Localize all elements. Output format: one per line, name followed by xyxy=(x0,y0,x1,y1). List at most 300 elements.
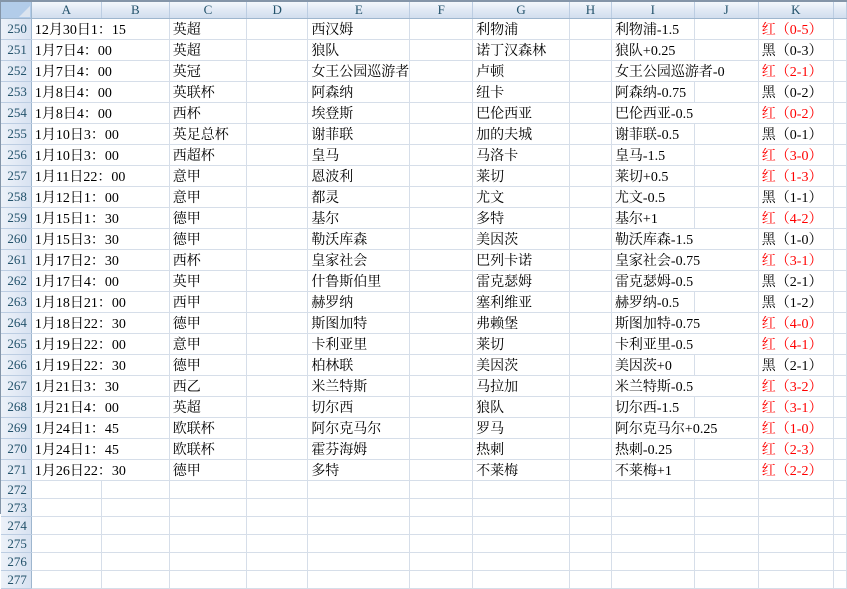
cell-empty[interactable] xyxy=(247,208,308,229)
cell-away-team[interactable]: 美因茨 xyxy=(473,229,570,250)
cell-empty[interactable] xyxy=(410,418,473,439)
cell-empty[interactable] xyxy=(169,499,246,517)
cell-league[interactable]: 意甲 xyxy=(169,334,246,355)
column-header-K[interactable]: K xyxy=(758,2,833,19)
cell-empty[interactable] xyxy=(410,40,473,61)
cell-empty[interactable] xyxy=(833,124,846,145)
cell-handicap[interactable]: 赫罗纳-0.5 xyxy=(611,292,694,313)
cell-away-team[interactable]: 莱切 xyxy=(473,166,570,187)
cell-empty[interactable] xyxy=(569,517,611,535)
cell-empty[interactable] xyxy=(247,439,308,460)
cell-handicap[interactable]: 皇马-1.5 xyxy=(611,145,694,166)
cell-empty[interactable] xyxy=(833,145,846,166)
cell-empty[interactable] xyxy=(247,124,308,145)
cell-handicap[interactable]: 斯图加特-0.75 xyxy=(611,313,758,334)
cell-empty[interactable] xyxy=(569,250,611,271)
cell-empty[interactable] xyxy=(569,460,611,481)
cell-date[interactable]: 1月7日4：00 xyxy=(31,61,169,82)
cell-result[interactable]: 红（2-1） xyxy=(758,61,833,82)
cell-empty[interactable] xyxy=(569,499,611,517)
cell-handicap[interactable]: 美因茨+0 xyxy=(611,355,694,376)
cell-empty[interactable] xyxy=(833,535,846,553)
cell-date[interactable]: 1月21日4：00 xyxy=(31,397,169,418)
cell-empty[interactable] xyxy=(247,571,308,589)
column-header-C[interactable]: C xyxy=(169,2,246,19)
cell-away-team[interactable]: 加的夫城 xyxy=(473,124,570,145)
cell-empty[interactable] xyxy=(410,19,473,40)
cell-empty[interactable] xyxy=(247,250,308,271)
cell-away-team[interactable]: 利物浦 xyxy=(473,19,570,40)
cell-empty[interactable] xyxy=(833,334,846,355)
cell-empty[interactable] xyxy=(31,553,101,571)
cell-empty[interactable] xyxy=(31,499,101,517)
cell-home-team[interactable]: 赫罗纳 xyxy=(308,292,410,313)
cell-league[interactable]: 德甲 xyxy=(169,460,246,481)
cell-empty[interactable] xyxy=(247,40,308,61)
cell-result[interactable]: 红（3-1） xyxy=(758,250,833,271)
column-header-D[interactable]: D xyxy=(247,2,308,19)
cell-league[interactable]: 欧联杯 xyxy=(169,439,246,460)
cell-empty[interactable] xyxy=(694,124,758,145)
cell-away-team[interactable]: 莱切 xyxy=(473,334,570,355)
row-header[interactable]: 259 xyxy=(1,208,31,229)
cell-empty[interactable] xyxy=(611,481,694,499)
cell-empty[interactable] xyxy=(569,187,611,208)
cell-empty[interactable] xyxy=(569,397,611,418)
row-header[interactable]: 254 xyxy=(1,103,31,124)
cell-result[interactable]: 红（1-3） xyxy=(758,166,833,187)
cell-empty[interactable] xyxy=(758,499,833,517)
cell-empty[interactable] xyxy=(694,166,758,187)
cell-date[interactable]: 1月26日22：30 xyxy=(31,460,169,481)
cell-handicap[interactable]: 皇家社会-0.75 xyxy=(611,250,758,271)
cell-empty[interactable] xyxy=(410,553,473,571)
cell-result[interactable]: 红（3-1） xyxy=(758,397,833,418)
cell-empty[interactable] xyxy=(611,499,694,517)
cell-empty[interactable] xyxy=(101,499,169,517)
row-header[interactable]: 266 xyxy=(1,355,31,376)
cell-empty[interactable] xyxy=(473,481,570,499)
cell-league[interactable]: 英超 xyxy=(169,40,246,61)
cell-empty[interactable] xyxy=(833,187,846,208)
cell-date[interactable]: 1月18日21：00 xyxy=(31,292,169,313)
cell-league[interactable]: 英甲 xyxy=(169,271,246,292)
cell-empty[interactable] xyxy=(410,229,473,250)
cell-empty[interactable] xyxy=(694,499,758,517)
cell-league[interactable]: 意甲 xyxy=(169,187,246,208)
cell-empty[interactable] xyxy=(247,19,308,40)
cell-empty[interactable] xyxy=(31,481,101,499)
cell-result[interactable]: 黑（1-1） xyxy=(758,187,833,208)
cell-empty[interactable] xyxy=(410,292,473,313)
column-header-G[interactable]: G xyxy=(473,2,570,19)
column-header-E[interactable]: E xyxy=(308,2,410,19)
cell-empty[interactable] xyxy=(169,553,246,571)
cell-result[interactable]: 红（4-0） xyxy=(758,313,833,334)
cell-home-team[interactable]: 多特 xyxy=(308,460,410,481)
cell-handicap[interactable]: 基尔+1 xyxy=(611,208,694,229)
cell-empty[interactable] xyxy=(758,481,833,499)
cell-empty[interactable] xyxy=(101,517,169,535)
column-header-I[interactable]: I xyxy=(611,2,694,19)
cell-handicap[interactable]: 阿森纳-0.75 xyxy=(611,82,694,103)
cell-empty[interactable] xyxy=(833,418,846,439)
cell-empty[interactable] xyxy=(833,313,846,334)
cell-empty[interactable] xyxy=(569,292,611,313)
cell-away-team[interactable]: 热刺 xyxy=(473,439,570,460)
cell-away-team[interactable]: 狼队 xyxy=(473,397,570,418)
cell-empty[interactable] xyxy=(410,61,473,82)
cell-result[interactable]: 红（4-2） xyxy=(758,208,833,229)
cell-home-team[interactable]: 阿尔克马尔 xyxy=(308,418,410,439)
cell-league[interactable]: 西杯 xyxy=(169,250,246,271)
cell-empty[interactable] xyxy=(758,535,833,553)
cell-empty[interactable] xyxy=(308,553,410,571)
cell-empty[interactable] xyxy=(308,517,410,535)
cell-empty[interactable] xyxy=(569,166,611,187)
cell-empty[interactable] xyxy=(247,355,308,376)
cell-empty[interactable] xyxy=(758,553,833,571)
row-header[interactable]: 268 xyxy=(1,397,31,418)
cell-home-team[interactable]: 基尔 xyxy=(308,208,410,229)
cell-empty[interactable] xyxy=(833,208,846,229)
cell-result[interactable]: 红（2-3） xyxy=(758,439,833,460)
cell-handicap[interactable]: 不莱梅+1 xyxy=(611,460,694,481)
cell-empty[interactable] xyxy=(410,439,473,460)
cell-handicap[interactable]: 阿尔克马尔+0.25 xyxy=(611,418,758,439)
cell-league[interactable]: 意甲 xyxy=(169,166,246,187)
cell-empty[interactable] xyxy=(169,571,246,589)
cell-empty[interactable] xyxy=(308,481,410,499)
cell-empty[interactable] xyxy=(758,571,833,589)
cell-empty[interactable] xyxy=(833,166,846,187)
row-header[interactable]: 271 xyxy=(1,460,31,481)
column-header-F[interactable]: F xyxy=(410,2,473,19)
cell-empty[interactable] xyxy=(833,82,846,103)
cell-away-team[interactable]: 诺丁汉森林 xyxy=(473,40,570,61)
cell-empty[interactable] xyxy=(694,439,758,460)
cell-home-team[interactable]: 勒沃库森 xyxy=(308,229,410,250)
cell-empty[interactable] xyxy=(410,145,473,166)
cell-away-team[interactable]: 尤文 xyxy=(473,187,570,208)
cell-empty[interactable] xyxy=(410,187,473,208)
cell-empty[interactable] xyxy=(169,517,246,535)
row-header[interactable]: 276 xyxy=(1,553,31,571)
cell-empty[interactable] xyxy=(410,82,473,103)
cell-empty[interactable] xyxy=(694,208,758,229)
cell-empty[interactable] xyxy=(833,40,846,61)
cell-result[interactable]: 红（4-1） xyxy=(758,334,833,355)
cell-empty[interactable] xyxy=(569,376,611,397)
cell-empty[interactable] xyxy=(308,571,410,589)
cell-away-team[interactable]: 弗赖堡 xyxy=(473,313,570,334)
cell-empty[interactable] xyxy=(247,166,308,187)
cell-date[interactable]: 1月19日22：30 xyxy=(31,355,169,376)
cell-empty[interactable] xyxy=(31,517,101,535)
cell-result[interactable]: 黑（1-0） xyxy=(758,229,833,250)
cell-empty[interactable] xyxy=(569,208,611,229)
cell-home-team[interactable]: 斯图加特 xyxy=(308,313,410,334)
cell-empty[interactable] xyxy=(101,571,169,589)
cell-empty[interactable] xyxy=(694,187,758,208)
cell-empty[interactable] xyxy=(473,535,570,553)
row-header[interactable]: 265 xyxy=(1,334,31,355)
cell-empty[interactable] xyxy=(833,19,846,40)
cell-empty[interactable] xyxy=(833,271,846,292)
cell-empty[interactable] xyxy=(569,61,611,82)
cell-empty[interactable] xyxy=(410,517,473,535)
row-header[interactable]: 262 xyxy=(1,271,31,292)
cell-empty[interactable] xyxy=(833,481,846,499)
cell-empty[interactable] xyxy=(410,334,473,355)
cell-empty[interactable] xyxy=(833,439,846,460)
cell-date[interactable]: 1月15日3：30 xyxy=(31,229,169,250)
cell-date[interactable]: 1月10日3：00 xyxy=(31,145,169,166)
cell-result[interactable]: 红（2-2） xyxy=(758,460,833,481)
cell-league[interactable]: 西杯 xyxy=(169,103,246,124)
cell-empty[interactable] xyxy=(247,61,308,82)
row-header[interactable]: 277 xyxy=(1,571,31,589)
cell-date[interactable]: 1月21日3：30 xyxy=(31,376,169,397)
cell-empty[interactable] xyxy=(410,313,473,334)
cell-empty[interactable] xyxy=(611,571,694,589)
cell-empty[interactable] xyxy=(694,517,758,535)
cell-empty[interactable] xyxy=(694,355,758,376)
cell-league[interactable]: 英超 xyxy=(169,397,246,418)
cell-empty[interactable] xyxy=(694,292,758,313)
row-header[interactable]: 255 xyxy=(1,124,31,145)
cell-league[interactable]: 英冠 xyxy=(169,61,246,82)
cell-empty[interactable] xyxy=(833,397,846,418)
cell-date[interactable]: 1月8日4：00 xyxy=(31,82,169,103)
cell-empty[interactable] xyxy=(410,124,473,145)
cell-date[interactable]: 1月8日4：00 xyxy=(31,103,169,124)
cell-league[interactable]: 西乙 xyxy=(169,376,246,397)
cell-empty[interactable] xyxy=(31,535,101,553)
cell-date[interactable]: 1月24日1：45 xyxy=(31,439,169,460)
cell-empty[interactable] xyxy=(247,271,308,292)
cell-empty[interactable] xyxy=(694,40,758,61)
column-header-partial[interactable] xyxy=(833,2,846,19)
cell-home-team[interactable]: 柏林联 xyxy=(308,355,410,376)
cell-result[interactable]: 黑（2-1） xyxy=(758,355,833,376)
cell-empty[interactable] xyxy=(410,481,473,499)
cell-empty[interactable] xyxy=(410,460,473,481)
row-header[interactable]: 257 xyxy=(1,166,31,187)
row-header[interactable]: 273 xyxy=(1,499,31,517)
cell-empty[interactable] xyxy=(410,571,473,589)
cell-away-team[interactable]: 巴列卡诺 xyxy=(473,250,570,271)
cell-date[interactable]: 1月19日22：00 xyxy=(31,334,169,355)
cell-league[interactable]: 英联杯 xyxy=(169,82,246,103)
cell-empty[interactable] xyxy=(833,553,846,571)
cell-empty[interactable] xyxy=(833,499,846,517)
select-all-corner[interactable] xyxy=(1,2,31,19)
cell-result[interactable]: 黑（2-1） xyxy=(758,271,833,292)
cell-empty[interactable] xyxy=(569,313,611,334)
cell-league[interactable]: 西超杯 xyxy=(169,145,246,166)
cell-away-team[interactable]: 雷克瑟姆 xyxy=(473,271,570,292)
cell-home-team[interactable]: 谢菲联 xyxy=(308,124,410,145)
cell-empty[interactable] xyxy=(611,517,694,535)
row-header[interactable]: 252 xyxy=(1,61,31,82)
cell-empty[interactable] xyxy=(247,229,308,250)
cell-empty[interactable] xyxy=(833,517,846,535)
cell-empty[interactable] xyxy=(833,292,846,313)
cell-league[interactable]: 德甲 xyxy=(169,355,246,376)
cell-home-team[interactable]: 西汉姆 xyxy=(308,19,410,40)
column-header-H[interactable]: H xyxy=(569,2,611,19)
cell-handicap[interactable]: 谢菲联-0.5 xyxy=(611,124,694,145)
cell-home-team[interactable]: 恩波利 xyxy=(308,166,410,187)
cell-empty[interactable] xyxy=(247,292,308,313)
cell-empty[interactable] xyxy=(611,535,694,553)
cell-empty[interactable] xyxy=(410,355,473,376)
cell-date[interactable]: 1月24日1：45 xyxy=(31,418,169,439)
row-header[interactable]: 275 xyxy=(1,535,31,553)
cell-empty[interactable] xyxy=(31,571,101,589)
cell-empty[interactable] xyxy=(569,82,611,103)
cell-empty[interactable] xyxy=(694,145,758,166)
cell-date[interactable]: 1月17日2：30 xyxy=(31,250,169,271)
row-header[interactable]: 263 xyxy=(1,292,31,313)
cell-away-team[interactable]: 多特 xyxy=(473,208,570,229)
cell-home-team[interactable]: 什鲁斯伯里 xyxy=(308,271,410,292)
cell-result[interactable]: 红（3-0） xyxy=(758,145,833,166)
cell-empty[interactable] xyxy=(569,355,611,376)
cell-empty[interactable] xyxy=(833,460,846,481)
cell-date[interactable]: 1月17日4：00 xyxy=(31,271,169,292)
column-header-A[interactable]: A xyxy=(31,2,101,19)
cell-empty[interactable] xyxy=(308,535,410,553)
cell-empty[interactable] xyxy=(410,271,473,292)
cell-home-team[interactable]: 女王公园巡游者 xyxy=(308,61,410,82)
cell-empty[interactable] xyxy=(410,376,473,397)
cell-league[interactable]: 西甲 xyxy=(169,292,246,313)
cell-empty[interactable] xyxy=(247,460,308,481)
cell-empty[interactable] xyxy=(247,376,308,397)
cell-empty[interactable] xyxy=(169,535,246,553)
cell-empty[interactable] xyxy=(473,517,570,535)
cell-league[interactable]: 欧联杯 xyxy=(169,418,246,439)
row-header[interactable]: 256 xyxy=(1,145,31,166)
cell-empty[interactable] xyxy=(833,571,846,589)
cell-empty[interactable] xyxy=(569,571,611,589)
cell-empty[interactable] xyxy=(569,418,611,439)
cell-handicap[interactable]: 勒沃库森-1.5 xyxy=(611,229,758,250)
cell-away-team[interactable]: 罗马 xyxy=(473,418,570,439)
cell-empty[interactable] xyxy=(247,481,308,499)
cell-empty[interactable] xyxy=(569,229,611,250)
cell-empty[interactable] xyxy=(410,166,473,187)
cell-home-team[interactable]: 狼队 xyxy=(308,40,410,61)
cell-empty[interactable] xyxy=(694,553,758,571)
cell-empty[interactable] xyxy=(247,334,308,355)
cell-home-team[interactable]: 霍芬海姆 xyxy=(308,439,410,460)
cell-empty[interactable] xyxy=(694,19,758,40)
cell-league[interactable]: 英足总杯 xyxy=(169,124,246,145)
cell-handicap[interactable]: 女王公园巡游者-0 xyxy=(611,61,758,82)
cell-away-team[interactable]: 塞利维亚 xyxy=(473,292,570,313)
cell-date[interactable]: 1月11日22：00 xyxy=(31,166,169,187)
cell-away-team[interactable]: 马拉加 xyxy=(473,376,570,397)
cell-empty[interactable] xyxy=(308,499,410,517)
cell-home-team[interactable]: 切尔西 xyxy=(308,397,410,418)
cell-empty[interactable] xyxy=(247,553,308,571)
cell-empty[interactable] xyxy=(247,535,308,553)
cell-date[interactable]: 1月15日1：30 xyxy=(31,208,169,229)
cell-handicap[interactable]: 切尔西-1.5 xyxy=(611,397,694,418)
cell-empty[interactable] xyxy=(569,124,611,145)
cell-result[interactable]: 红（1-0） xyxy=(758,418,833,439)
cell-away-team[interactable]: 卢顿 xyxy=(473,61,570,82)
row-header[interactable]: 261 xyxy=(1,250,31,271)
cell-result[interactable]: 红（3-2） xyxy=(758,376,833,397)
cell-away-team[interactable]: 马洛卡 xyxy=(473,145,570,166)
cell-empty[interactable] xyxy=(410,208,473,229)
row-header[interactable]: 253 xyxy=(1,82,31,103)
cell-empty[interactable] xyxy=(410,103,473,124)
cell-empty[interactable] xyxy=(410,397,473,418)
cell-empty[interactable] xyxy=(247,313,308,334)
cell-empty[interactable] xyxy=(569,481,611,499)
cell-empty[interactable] xyxy=(758,517,833,535)
cell-empty[interactable] xyxy=(247,82,308,103)
cell-home-team[interactable]: 埃登斯 xyxy=(308,103,410,124)
cell-empty[interactable] xyxy=(410,535,473,553)
cell-handicap[interactable]: 米兰特斯-0.5 xyxy=(611,376,758,397)
cell-empty[interactable] xyxy=(833,376,846,397)
column-header-B[interactable]: B xyxy=(101,2,169,19)
cell-empty[interactable] xyxy=(410,250,473,271)
row-header[interactable]: 264 xyxy=(1,313,31,334)
cell-league[interactable]: 德甲 xyxy=(169,229,246,250)
cell-empty[interactable] xyxy=(569,271,611,292)
cell-date[interactable]: 12月30日1：15 xyxy=(31,19,169,40)
cell-result[interactable]: 黑（0-2） xyxy=(758,82,833,103)
cell-home-team[interactable]: 皇马 xyxy=(308,145,410,166)
cell-empty[interactable] xyxy=(694,481,758,499)
cell-empty[interactable] xyxy=(569,40,611,61)
cell-handicap[interactable]: 莱切+0.5 xyxy=(611,166,694,187)
cell-handicap[interactable]: 巴伦西亚-0.5 xyxy=(611,103,758,124)
cell-handicap[interactable]: 利物浦-1.5 xyxy=(611,19,694,40)
cell-empty[interactable] xyxy=(569,439,611,460)
cell-handicap[interactable]: 热刺-0.25 xyxy=(611,439,694,460)
cell-empty[interactable] xyxy=(101,535,169,553)
cell-date[interactable]: 1月10日3：00 xyxy=(31,124,169,145)
cell-empty[interactable] xyxy=(694,460,758,481)
cell-empty[interactable] xyxy=(169,481,246,499)
row-header[interactable]: 270 xyxy=(1,439,31,460)
cell-home-team[interactable]: 卡利亚里 xyxy=(308,334,410,355)
cell-result[interactable]: 红（0-5） xyxy=(758,19,833,40)
cell-empty[interactable] xyxy=(694,82,758,103)
cell-date[interactable]: 1月7日4：00 xyxy=(31,40,169,61)
cell-empty[interactable] xyxy=(247,187,308,208)
row-header[interactable]: 260 xyxy=(1,229,31,250)
cell-result[interactable]: 黑（0-3） xyxy=(758,40,833,61)
cell-league[interactable]: 德甲 xyxy=(169,208,246,229)
cell-empty[interactable] xyxy=(101,481,169,499)
cell-date[interactable]: 1月18日22：30 xyxy=(31,313,169,334)
cell-empty[interactable] xyxy=(833,61,846,82)
cell-handicap[interactable]: 尤文-0.5 xyxy=(611,187,694,208)
row-header[interactable]: 267 xyxy=(1,376,31,397)
cell-league[interactable]: 德甲 xyxy=(169,313,246,334)
cell-empty[interactable] xyxy=(101,553,169,571)
cell-empty[interactable] xyxy=(569,553,611,571)
